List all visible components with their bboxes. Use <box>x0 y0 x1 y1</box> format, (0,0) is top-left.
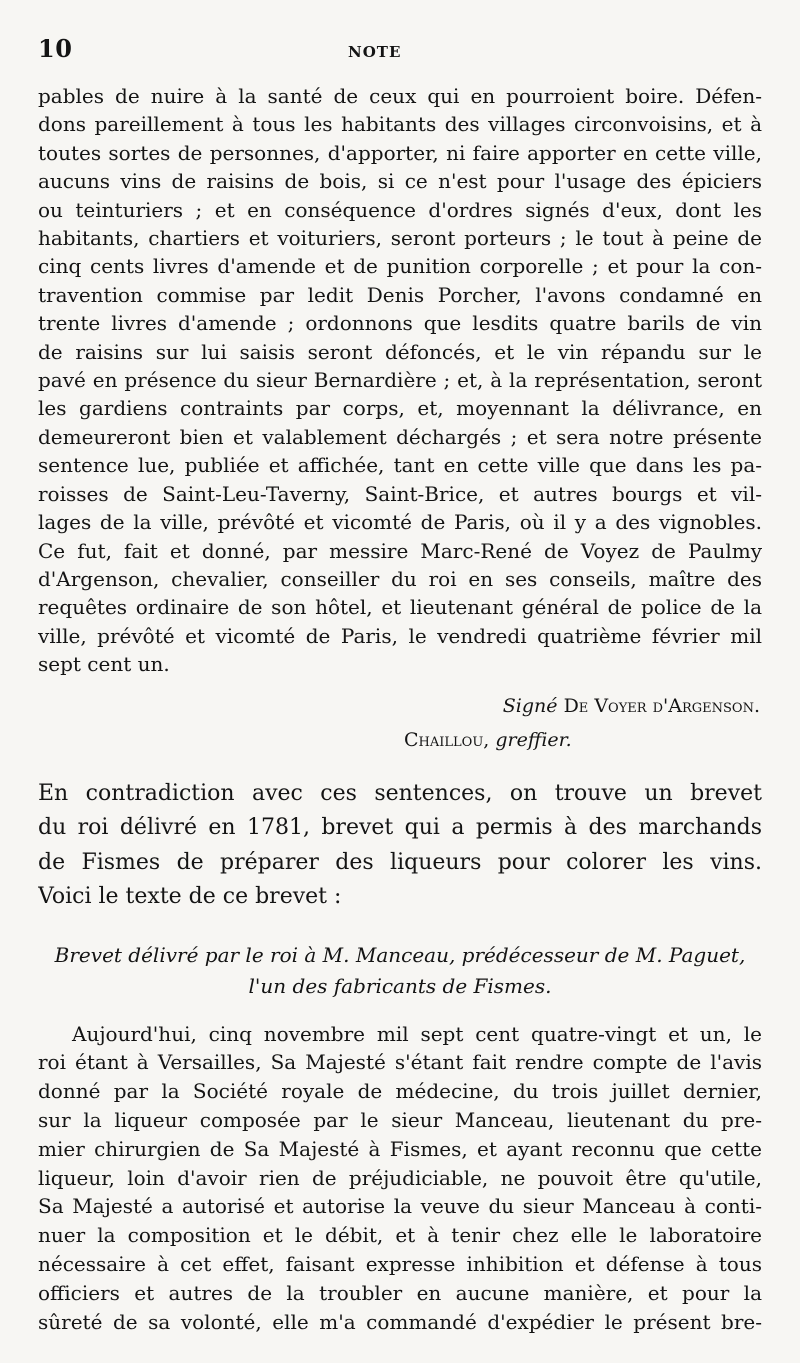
text-line: donné par la Société royale de médecine, du trois juillet dernier, <box>38 1079 762 1104</box>
text-line: ou teinturiers ; et en conséquence d'ordres signés d'eux, dont les <box>38 197 762 222</box>
signature-block <box>38 689 762 757</box>
text-line: pavé en présence du sieur Bernardière ; et, à la représentation, seront <box>38 368 762 393</box>
text-line: habitants, chartiers et voituriers, seront porteurs ; le tout à peine de <box>38 226 762 251</box>
signature-line-1 <box>38 689 762 723</box>
text-line: toutes sortes de personnes, d'apporter, ni faire apporter en cette ville, <box>38 140 762 165</box>
text-line: roi étant à Versailles, Sa Majesté s'étant fait rendre compte de l'avis <box>38 1050 762 1075</box>
text-line: requêtes ordinaire de son hôtel, et lieutenant général de police de la <box>38 595 762 620</box>
text-line: sûreté de sa volonté, elle m'a commandé d'expédier le présent bre- <box>38 1309 762 1334</box>
text-line: trente livres d'amende ; ordonnons que lesdits quatre barils de vin <box>38 311 762 336</box>
text-line: Ce fut, fait et donné, par messire Marc-René de Voyez de Paulmy <box>38 538 762 563</box>
text-line: d'Argenson, chevalier, conseiller du roi en ses conseils, maître des <box>38 566 762 591</box>
text-line: nuer la composition et le débit, et à tenir chez elle le laboratoire <box>38 1223 762 1248</box>
text-line: lages de la ville, prévôté et vicomté de Paris, où il y a des vignobles. <box>38 510 762 535</box>
text-line: Voici le texte de ce brevet : <box>38 884 342 910</box>
running-head: NOTE <box>348 43 402 61</box>
caption-line: Brevet délivré par le roi à M. Manceau, prédécesseur de M. Paguet, <box>54 942 746 967</box>
text-line: de Fismes de préparer des liqueurs pour colorer les vins. <box>38 849 762 875</box>
text-line: sept cent un. <box>38 652 170 677</box>
sentence-text <box>38 82 762 679</box>
text-line: pables de nuire à la santé de ceux qui en pourroient boire. Défen- <box>38 84 762 108</box>
page-number: 10 <box>38 34 73 63</box>
clerk-name: Chaillou, <box>404 728 490 751</box>
page-header <box>38 32 762 72</box>
text-line: Aujourd'hui, cinq novembre mil sept cent quatre-vingt et un, le <box>72 1021 762 1046</box>
text-line: demeureront bien et valablement déchargés ; et sera notre présente <box>38 424 762 449</box>
text-line: Sa Majesté a autorisé et autorise la veuve du sieur Manceau à conti- <box>38 1194 762 1219</box>
signature-name: De Voyer d'Argenson. <box>563 694 760 717</box>
text-line: les gardiens contraints par corps, et, moyennant la délivrance, en <box>38 396 762 421</box>
text-line: liqueur, loin d'avoir rien de préjudiciable, ne pouvoit être qu'utile, <box>38 1165 762 1190</box>
text-line: mier chirurgien de Sa Majesté à Fismes, et ayant reconnu que cette <box>38 1136 762 1161</box>
brevet-caption <box>38 940 762 1002</box>
text-line: roisses de Saint-Leu-Taverny, Saint-Brice, et autres bourgs et vil- <box>38 481 762 506</box>
text-line: dons pareillement à tous les habitants des villages circonvoisins, et à <box>38 112 762 137</box>
text-line: sentence lue, publiée et affichée, tant en cette ville que dans les pa- <box>38 453 762 478</box>
text-line: En contradiction avec ces sentences, on trouve un brevet <box>38 780 762 806</box>
text-line: nécessaire à cet effet, faisant expresse inhibition et défense à tous <box>38 1251 762 1276</box>
text-line: cinq cents livres d'amende et de punition corporelle ; et pour la con- <box>38 254 762 279</box>
text-line: de raisins sur lui saisis seront défoncés, et le vin répandu sur le <box>38 339 762 364</box>
brevet-text <box>38 1020 762 1337</box>
signature-line-2 <box>38 723 762 757</box>
clerk-role: greffier. <box>495 728 572 751</box>
text-line: ville, prévôté et vicomté de Paris, le vendredi quatrième février mil <box>38 623 762 648</box>
text-line: sur la liqueur composée par le sieur Manceau, lieutenant du pre- <box>38 1107 762 1132</box>
signature-role: Signé <box>502 694 558 717</box>
text-line: travention commise par ledit Denis Porcher, l'avons condamné en <box>38 282 762 307</box>
caption-line: l'un des fabricants de Fismes. <box>248 973 552 998</box>
intro-paragraph <box>38 777 762 915</box>
text-line: aucuns vins de raisins de bois, si ce n'est pour l'usage des épiciers <box>38 169 762 194</box>
text-line: officiers et autres de la troubler en aucune manière, et pour la <box>38 1280 762 1305</box>
text-line: du roi délivré en 1781, brevet qui a permis à des marchands <box>38 815 762 841</box>
